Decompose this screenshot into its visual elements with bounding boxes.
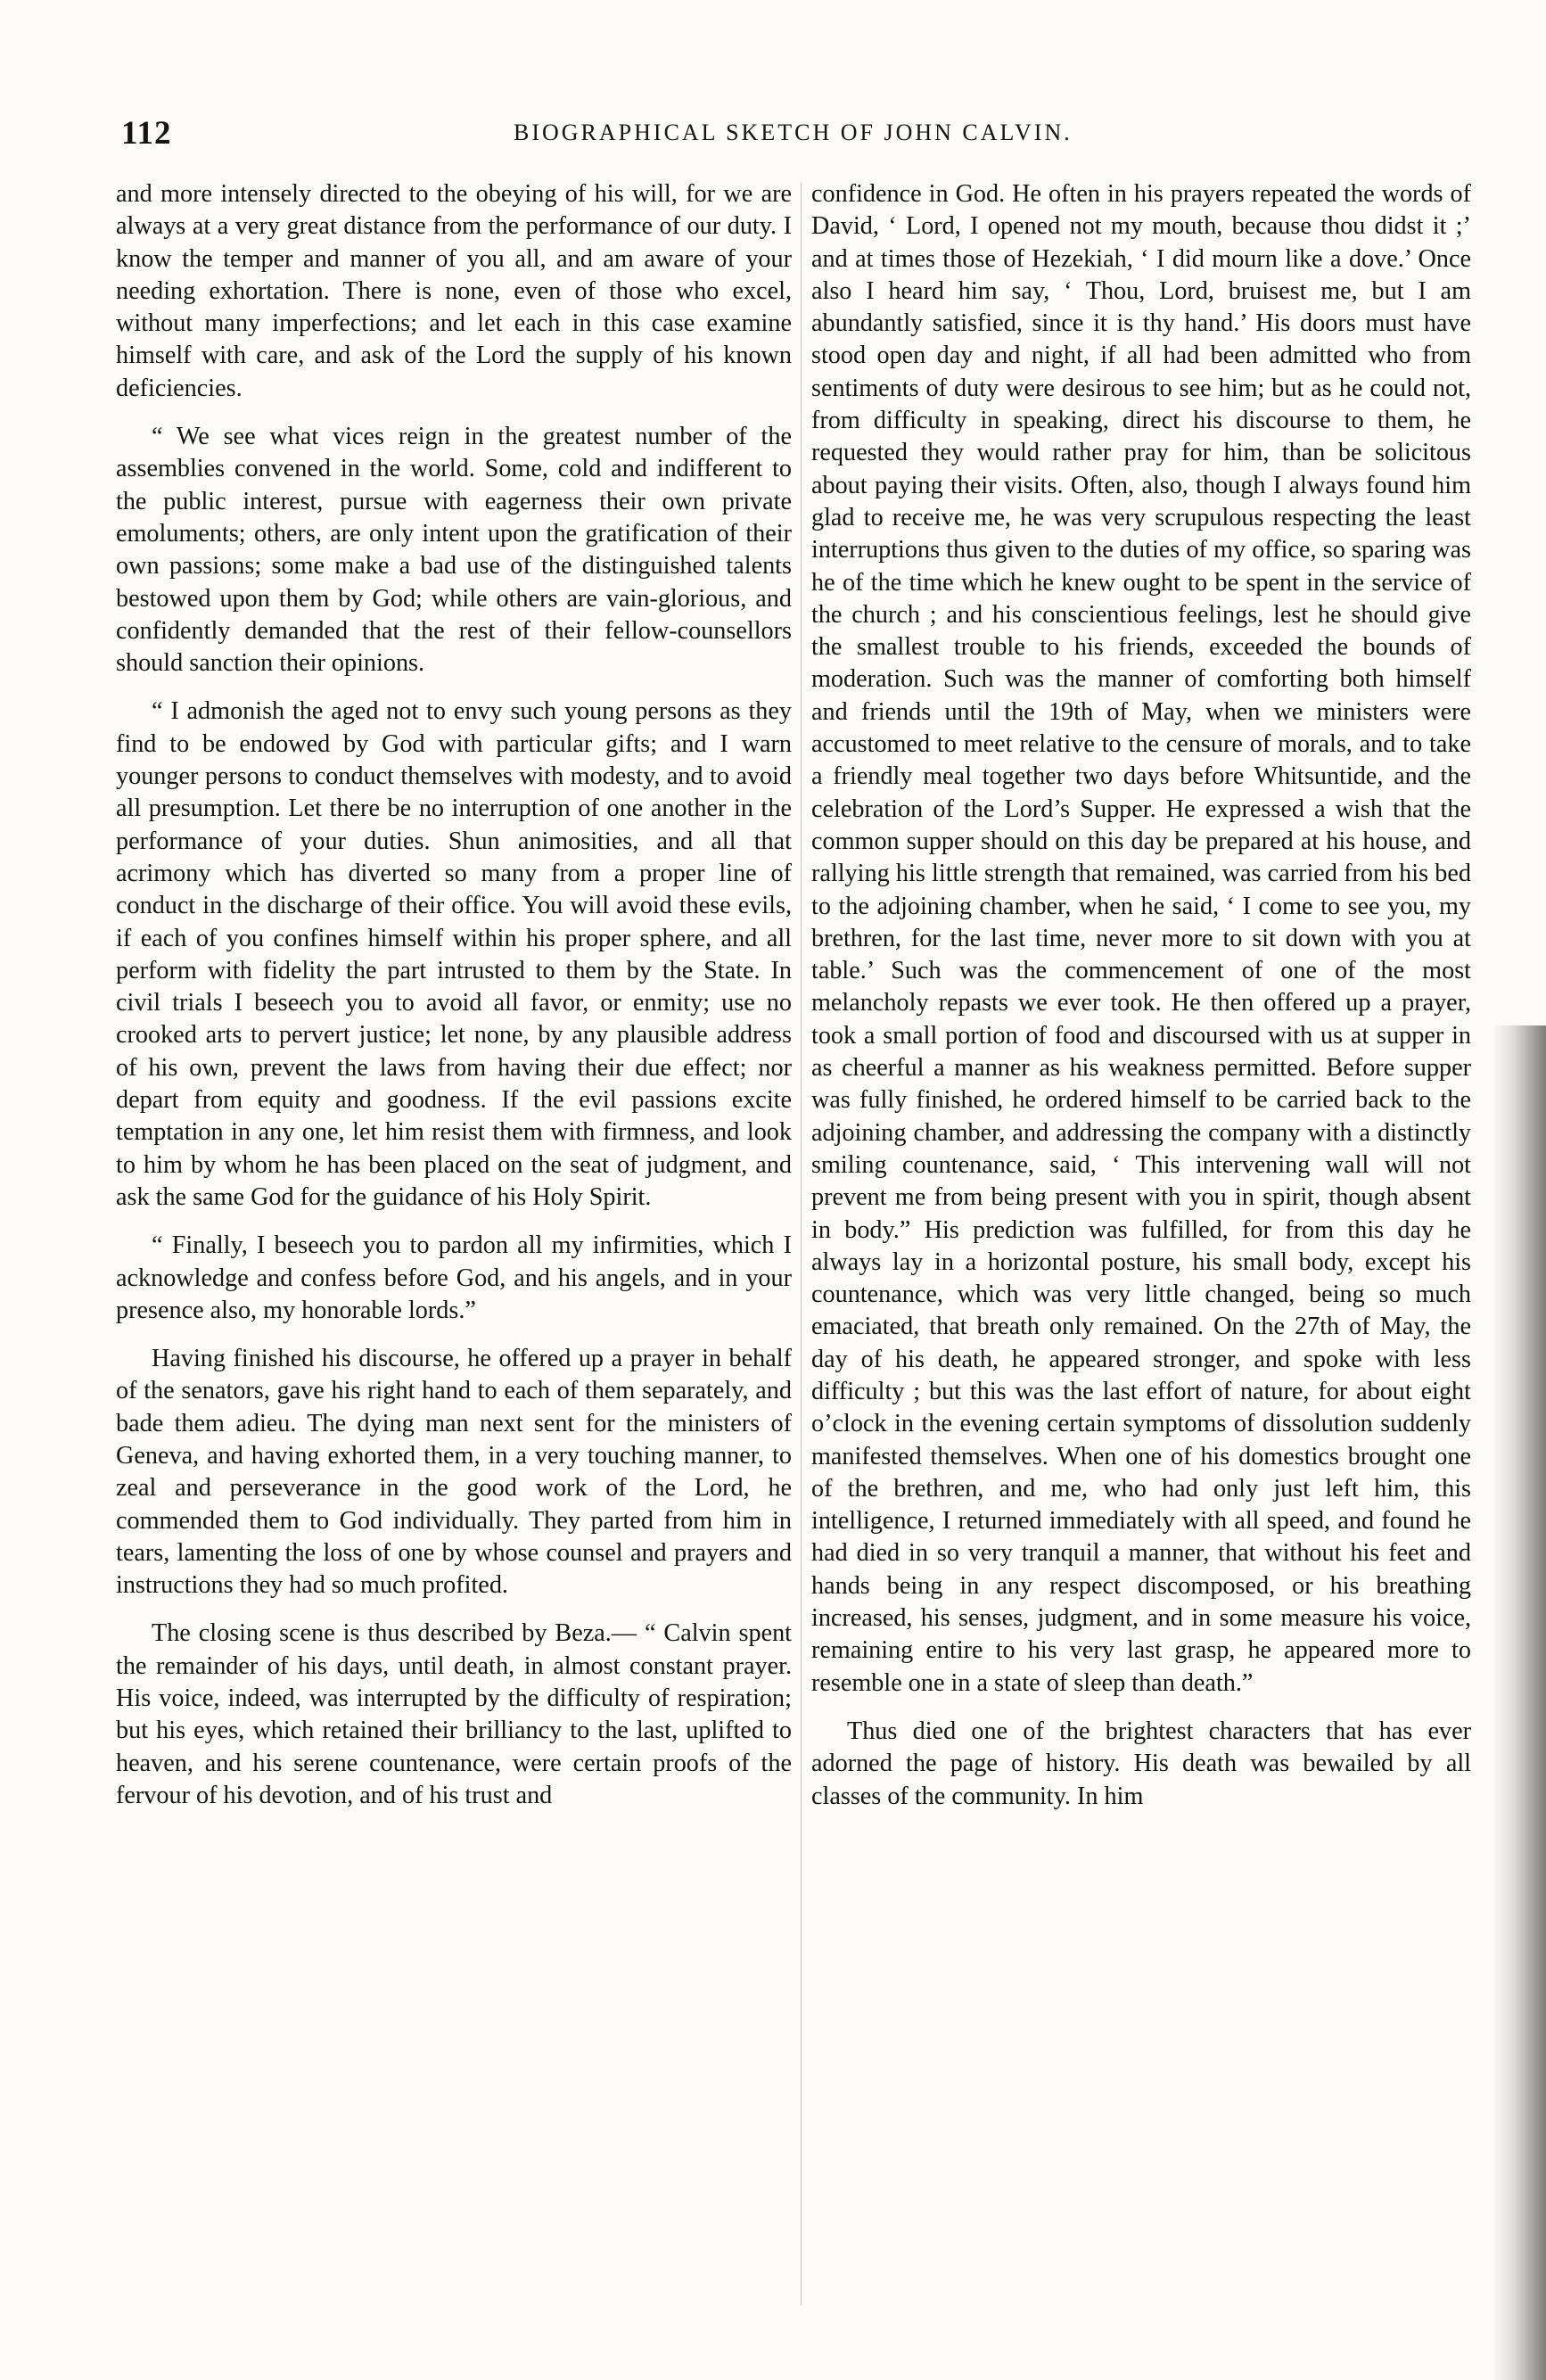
paragraph: The closing scene is thus described by Beza.— “ Calvin spent the remainder of his days, until death, in almost constant prayer. His voice, indeed, was interrupted by the difficulty of respiration; but his eyes, which retained their brilliancy to the last, uplifted to heaven, and his serene countenance, were certain proofs of the fervour of his devotion, and of his trust and bbox=[116, 1619, 792, 1809]
column-divider bbox=[801, 183, 802, 2305]
paragraph: “ We see what vices reign in the greatest number of the assemblies convened in the world. Some, cold and indifferent to the public interest, pursue with eagerness their own private emoluments; others, are only intent upon the gratification of their own passions; some make a bad use of the distinguished talents bestowed upon them by God; while others are vain-glorious, and confidently demanded that the rest of their fellow-counsellors should sanction their opinions. bbox=[116, 423, 792, 678]
page-edge-shadow bbox=[1493, 1025, 1546, 2380]
paragraph: Having finished his discourse, he offered up a prayer in behalf of the senators, gave his right hand to each of them separately, and bade them adieu. The dying man next sent for the ministers of Geneva, and having exhorted them, in a very touching manner, to zeal and perseverance in the good work of the Lord, he commended them to God individually. They parted from him in tears, lamenting the loss of one by whose counsel and prayers and instructions they had so much profited. bbox=[116, 1345, 792, 1600]
paragraph: confidence in God. He often in his prayers repeated the words of David, ‘ Lord, I opened not my mouth, because thou didst it ;’ and at times those of Hezekiah, ‘ I did mourn like a dove.’ Once also I heard him say, ‘ Thou, Lord, bruisest me, but I am abundantly satisfied, since it is thy hand.’ His doors must have stood open day and night, if all had been admitted who from sentiments of duty were desirous to see him; but as he could not, from difficulty in speaking, direct his discourse to them, he requested they would rather pray for him, than be solicitous about paying their visits. Often, also, though I always found him glad to receive me, he was very scrupulous respecting the least interruptions thus given to the duties of my office, so sparing was he of the time which he knew ought to be spent in the service of the church ; and his conscientious feelings, lest he should give the smallest trouble to his friends, exceeded the bounds of moderation. Such was the manner of comforting both himself and friends until the 19th of May, when we ministers were accustomed to meet relative to the censure of morals, and to take a friendly meal together two days before Whitsuntide, and the celebration of the Lord’s Supper. He expressed a wish that the common supper should on this day be prepared at his house, and rallying his little strength that remained, was carried from his bed to the adjoining chamber, when he said, ‘ I come to see you, my brethren, for the last time, never more to sit down with you at table.’ Such was the commencement of one of the most melancholy repasts we ever took. He then offered up a prayer, took a small portion of food and discoursed with us at supper in as cheerful a manner as his weakness permitted. Before supper was fully finished, he ordered himself to be carried back to the adjoining chamber, and addressing the company with a distinctly smiling countenance, said, ‘ This intervening wall will not prevent me from being present with you in spirit, though absent in body.” His prediction was fulfilled, for from this day he always lay in a horizontal posture, his small body, except his countenance, which was very little changed, being so much emaciated, that breath only remained. On the 27th of May, the day of his death, he appeared stronger, and spoke with less difficulty ; but this was the last effort of nature, for about eight o’clock in the evening certain symptoms of dissolution suddenly manifested themselves. When one of his domestics brought one of the brethren, and me, who had only just left him, this intelligence, I returned immediately with all speed, and found he had died in so very tranquil a manner, that without his feet and hands being in any respect discomposed, or his breathing increased, his senses, judgment, and in some measure his voice, remaining entire to his very last grasp, he appeared more to resemble one in a state of sleep than death.” bbox=[811, 180, 1471, 1697]
left-column bbox=[116, 178, 792, 2345]
page-header bbox=[121, 114, 1457, 159]
right-column bbox=[811, 178, 1471, 2345]
paragraph: Thus died one of the brightest characters that has ever adorned the page of history. His death was bewailed by all classes of the community. In him bbox=[811, 1717, 1471, 1810]
running-head: BIOGRAPHICAL SKETCH OF JOHN CALVIN. bbox=[514, 119, 1073, 145]
paragraph: and more intensely directed to the obeying of his will, for we are always at a very great distance from the performance of our duty. I know the temper and manner of you all, and am aware of your needing exhortation. There is none, even of those who excel, without many imperfections; and let each in this case examine himself with care, and ask of the Lord the supply of his known deficiencies. bbox=[116, 180, 792, 402]
page-number: 112 bbox=[121, 115, 172, 152]
paragraph: “ Finally, I beseech you to pardon all my infirmities, which I acknowledge and confess before God, and his angels, and in your presence also, my honorable lords.” bbox=[116, 1231, 792, 1324]
paragraph: “ I admonish the aged not to envy such young persons as they find to be endowed by God with particular gifts; and I warn younger persons to conduct themselves with modesty, and to avoid all presumption. Let there be no interruption of one another in the performance of your duties. Shun animosities, and all that acrimony which has diverted so many from a proper line of conduct in the discharge of their office. You will avoid these evils, if each of you confines himself within his proper sphere, and all perform with fidelity the part intrusted to them by the State. In civil trials I beseech you to avoid all favor, or enmity; use no crooked arts to pervert justice; let none, by any plausible address of his own, prevent the laws from having their due effect; nor depart from equity and goodness. If the evil passions excite temptation in any one, let him resist them with firmness, and look to him by whom he has been placed on the seat of judgment, and ask the same God for the guidance of his Holy Spirit. bbox=[116, 697, 792, 1211]
